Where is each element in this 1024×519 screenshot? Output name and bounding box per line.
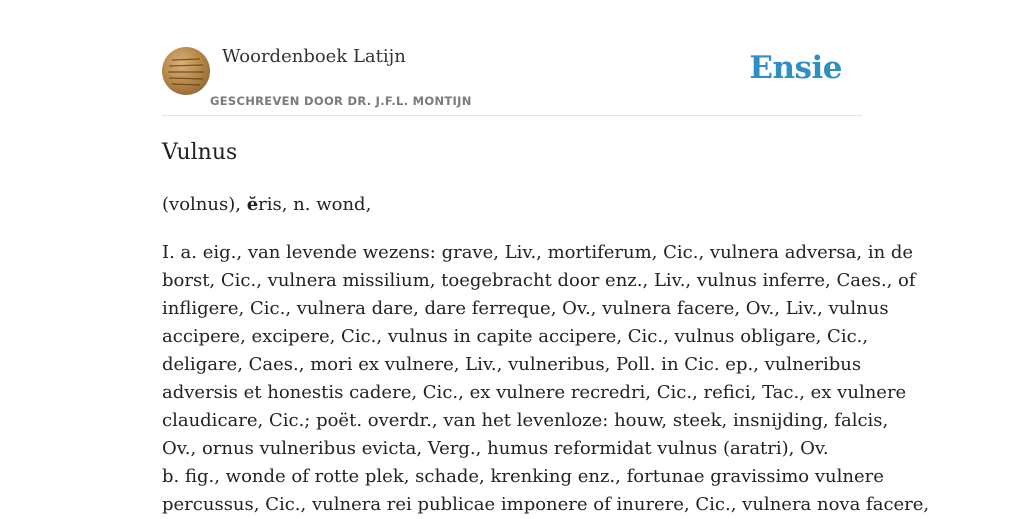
- coin-inscription-icon: [162, 47, 210, 95]
- body-line: b. fig., wonde of rotte plek, schade, krenking enz., fortunae gravissimo vulnere: [162, 466, 884, 487]
- body-line: adversis et honestis cadere, Cic., ex vulnere recredri, Cic., refici, Tac., ex vulnere: [162, 382, 907, 403]
- book-cover-avatar[interactable]: [162, 47, 210, 95]
- header-divider: [162, 115, 862, 116]
- body-line: claudicare, Cic.; poët. overdr., van het levenloze: houw, steek, insnijding, falcis,: [162, 410, 889, 431]
- body-line: infligere, Cic., vulnera dare, dare ferreque, Ov., vulnera facere, Ov., Liv., vulnus: [162, 298, 889, 319]
- summary-bold-char: ĕ: [246, 194, 259, 215]
- body-line: percussus, Cic., vulnera rei publicae imponere of inurere, Cic., vulnera nova facere,: [162, 494, 930, 515]
- body-line: deligare, Caes., mori ex vulnere, Liv., vulneribus, Poll. in Cic. ep., vulneribus: [162, 354, 862, 375]
- entry-summary: [162, 194, 862, 215]
- body-line: accipere, excipere, Cic., vulnus in capite accipere, Cic., vulnus obligare, Cic.,: [162, 326, 869, 347]
- body-line: Ov., ornus vulneribus evicta, Verg., humus reformidat vulnus (aratri), Ov.: [162, 438, 829, 459]
- summary-prefix: (volnus),: [162, 194, 247, 215]
- entry-body: [162, 239, 930, 519]
- author-byline: GESCHREVEN DOOR DR. J.F.L. MONTIJN: [210, 94, 472, 108]
- book-title[interactable]: Woordenboek Latijn: [222, 46, 406, 67]
- entry-title: Vulnus: [162, 140, 238, 165]
- brand-logo[interactable]: Ensie: [749, 50, 842, 86]
- body-line: borst, Cic., vulnera missilium, toegebracht door enz., Liv., vulnus inferre, Caes., of: [162, 270, 916, 291]
- body-line: I. a. eig., van levende wezens: grave, Liv., mortiferum, Cic., vulnera adversa, in de: [162, 242, 914, 263]
- header: [162, 0, 862, 116]
- summary-suffix: ris, n. wond,: [258, 194, 372, 215]
